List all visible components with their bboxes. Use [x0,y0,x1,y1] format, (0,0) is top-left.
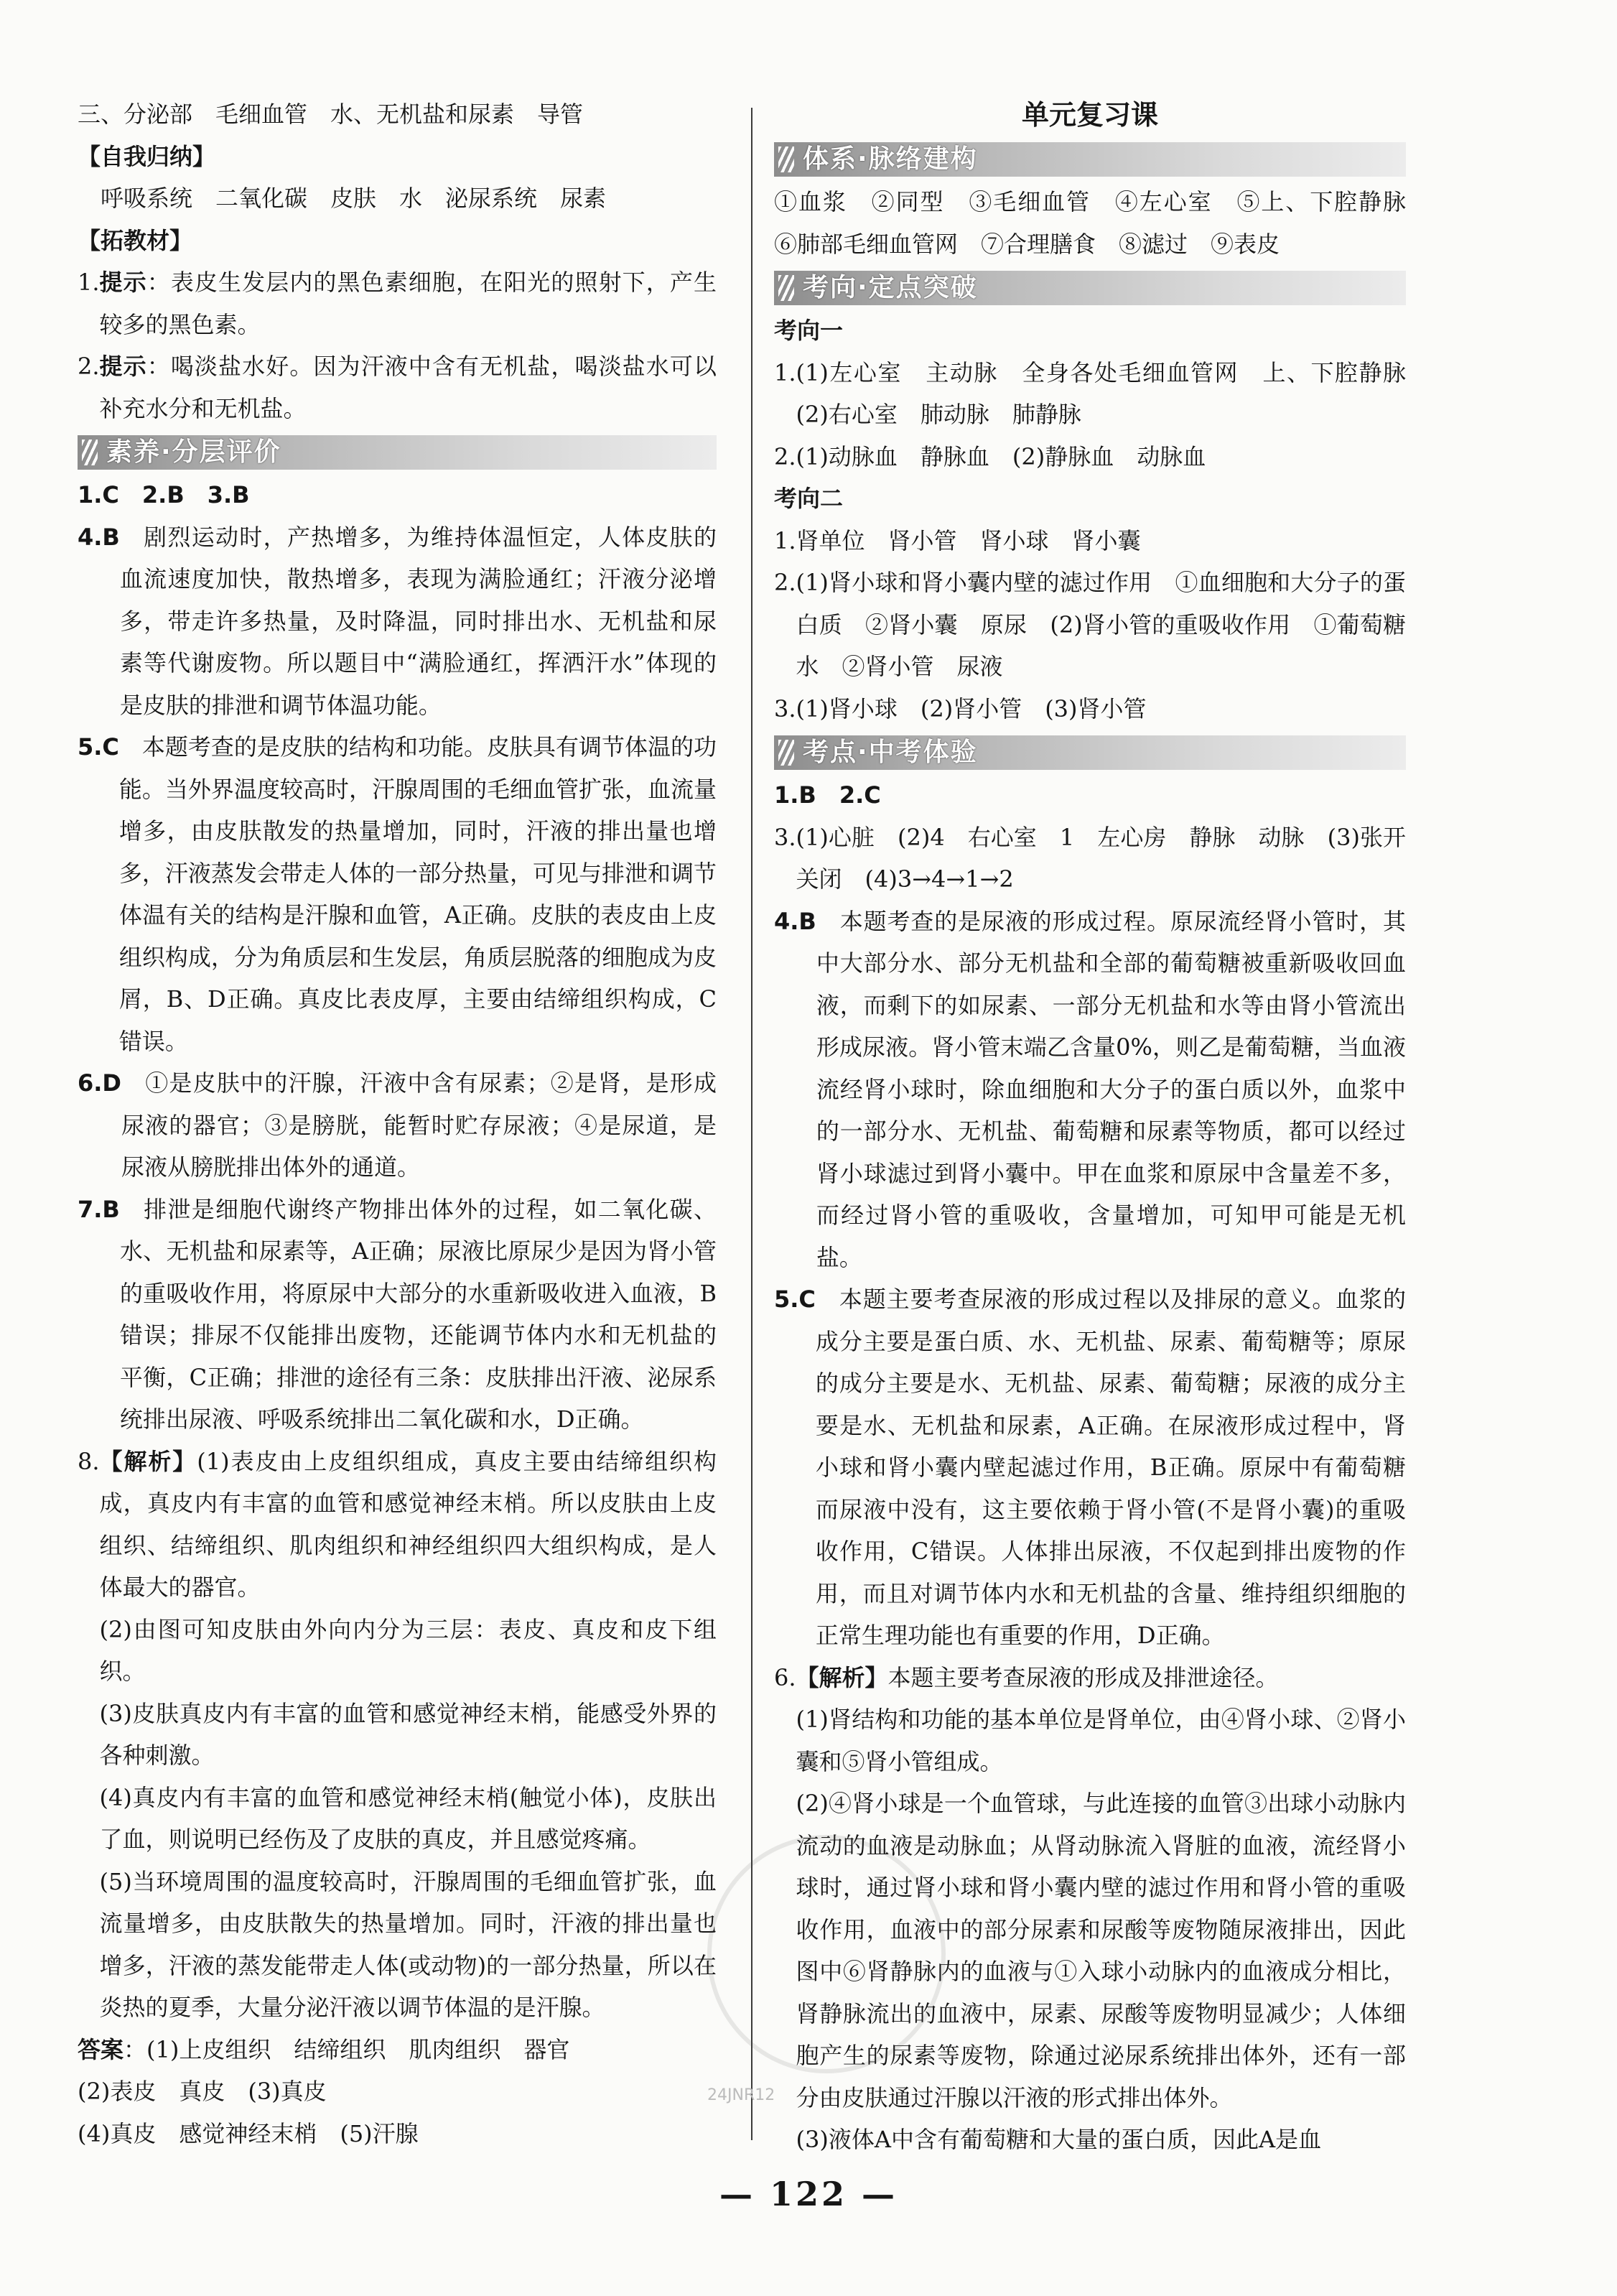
topic-label-1: 考向一 [774,317,844,344]
analysis-part-2: (2)由图可知皮肤由外向内分为三层：表皮、真皮和皮下组织。 [99,1615,717,1685]
section-banner: 考点·中考体验 [774,735,1406,770]
topic2-item-2: 2. (1)肾小球和肾小囊内壁的滤过作用 ①血细胞和大分子的蛋白质 ②肾小囊 原尿 (2)肾小管的重吸收作用 ①葡萄糖 水 ②肾小管 尿液 [774,569,1430,680]
exam-question-4: 4.B 本题考查的是尿液的形成过程。原尿流经肾小管时，其中大部分水、部分无机盐和全部的葡萄糖被重新吸收回血液，而剩下的如尿素、一部分无机盐和水等由肾小管流出形成尿液。肾小管末端乙含量0%，则乙是葡萄糖，当血液流经肾小球时，除血细胞和大分子的蛋白质以外，血浆中的一部分水、无机盐、葡萄糖和尿素等物质，都可以经过肾小球滤过到肾小囊中。甲在血浆和原尿中含量差不多，而经过肾小管的重吸收，含量增加，可知甲可能是无机盐。 [774,907,1406,1271]
question-4 [78,516,717,727]
analysis-part-4: (4)真皮内有丰富的血管和感觉神经末梢(触觉小体)，皮肤出了血，则说明已经伤及了皮肤的真皮，并且感觉疼痛。 [99,1783,717,1853]
answer-line: 三、分泌部 毛细血管 水、无机盐和尿素 导管 [78,101,584,128]
answer-label: 答案 [78,2035,124,2063]
section-banner: 素养·分层评价 [78,435,717,470]
item-number: 6.D [78,1069,121,1097]
analysis-label: 【解析】 [796,1663,888,1691]
exam-question-5: 5.C 本题主要考查尿液的形成过程以及排尿的意义。血浆的成分主要是蛋白质、水、无机盐、尿素、葡萄糖等；原尿的成分主要是水、无机盐、尿素、葡萄糖；尿液的成分主要是水、无机盐和尿素，A正确。在尿液形成过程中，肾小球和肾小囊内壁起滤过作用，B正确。原尿中有葡萄糖而尿液中没有，这主要依赖于肾小管(不是肾小囊)的重吸收作用，C错误。人体排出尿液，不仅起到排出废物的作用，而且对调节体内水和无机盐的含量、维持组织细胞的正常生理功能也有重要的作用，D正确。 [774,1286,1406,1649]
question-7 [78,1189,717,1441]
hint-text: ：表皮生发层内的黑色素细胞，在阳光的照射下，产生较多的黑色素。 [99,269,717,338]
analysis-part-5: (5)当环境周围的温度较高时，汗腺周围的毛细血管扩张，血流量增多，由皮肤散失的热量增加。同时，汗液的排出量也增多，汗液的蒸发能带走人体(或动物)的一部分热量，所以在炎热的夏季，大量分泌汗液以调节体温的是汗腺。 [99,1867,717,2021]
exam-question-3: 3. (1)心脏 (2)4 右心室 1 左心房 静脉 动脉 (3)张开 关闭 (4)3→4→1→2 [774,823,1430,893]
item-number: 7.B [78,1195,120,1223]
faint-stamp-watermark [707,1835,946,2073]
hint-text: ：喝淡盐水好。因为汗液中含有无机盐，喝淡盐水可以补充水分和无机盐。 [99,353,717,422]
analysis-part-3: (3)液体A中含有葡萄糖和大量的蛋白质，因此A是血 [796,2126,1322,2153]
topic1-item-2: 2. (1)动脉血 静脉血 (2)静脉血 动脉血 [774,442,1206,470]
explanation: ①是皮肤中的汗腺，汗液中含有尿素；②是肾，是形成尿液的器官；③是膀胱，能暂时贮存尿液；④是尿道，是尿液从膀胱排出体外的通道。 [121,1069,717,1181]
topic1-item-1: 1. (1)左心室 主动脉 全身各处毛细血管网 上、下腔静脉 (2)右心室 肺动脉 肺静脉 [774,358,1430,428]
page-number: — 122 — [719,2175,898,2213]
print-code: 24JNR12 [707,2086,775,2104]
section-banner: 考向·定点突破 [774,271,1406,305]
item-number: 4.B [78,523,120,551]
answer-line-2: (2)表皮 真皮 (3)真皮 [78,2078,327,2105]
section-label-extend: 【拓教材】 [78,226,193,254]
analysis-part-1: (1)表皮由上皮组织组成，真皮主要由结缔组织构成，真皮内有丰富的血管和感觉神经末梢。所以皮肤由上皮组织、结缔组织、肌肉组织和神经组织四大组织构成，是人体最大的器官。 [99,1447,717,1601]
section-label-self-summary: 【自我归纳】 [78,142,216,170]
question-8 [78,1441,717,2029]
exam-question-6: 6. 【解析】本题主要考查尿液的形成及排泄途径。 (1)肾结构和功能的基本单位是肾单位，由④肾小球、②肾小囊和⑤肾小管组成。 (2)④肾小球是一个血管球，与此连接的血管③出球小动脉内流动的血液是动脉血；从肾动脉流入肾脏的血液，流经肾小球时，通过肾小球和肾小囊内壁的滤过作用和肾小管的重吸收作用，血液中的部分尿素和尿酸等废物随尿液排出，因此图中⑥肾静脉内的血液与①入球小动脉内的血液成分相比，肾静脉流出的血液中，尿素、尿酸等废物明显减少；人体细胞产生的尿素等废物，除通过泌尿系统排出体外，还有一部分由皮肤通过汗腺以汗液的形式排出体外。 (3)液体A中含有葡萄糖和大量的蛋白质，因此A是血 [774,1657,1406,2161]
exam-answers-1-2: 1.B 2.C [774,781,881,809]
answer-line-3: (4)真皮 感觉神经末梢 (5)汗腺 [78,2119,419,2147]
topic2-item-3: 3. (1)肾小球 (2)肾小管 (3)肾小管 [774,694,1147,722]
explanation: 本题考查的是皮肤的结构和功能。皮肤具有调节体温的功能。当外界温度较高时，汗腺周围的毛细血管扩张，血流量增多，由皮肤散发的热量增加，同时，汗液的排出量也增多，汗液蒸发会带走人体的一部分热量，可见与排泄和调节体温有关的结构是汗腺和血管，A正确。皮肤的表皮由上皮组织构成，分为角质层和生发层，角质层脱落的细胞成为皮屑，B、D正确。真皮比表皮厚，主要由结缔组织构成，C错误。 [118,733,717,1055]
hint-label: 提示 [99,353,147,380]
column-divider [751,108,752,2140]
unit-title: 单元复习课 [1021,99,1158,131]
topic2-item-1: 1. 肾单位 肾小管 肾小球 肾小囊 [774,526,1141,554]
explanation: 排泄是细胞代谢终产物排出体外的过程，如二氧化碳、水、无机盐和尿素等，A正确；尿液比原尿少是因为肾小管的重吸收作用，将原尿中大部分的水重新吸收进入血液，B错误；排尿不仅能排出废物，还能调节体内水和无机盐的平衡，C正确；排泄的途径有三条：皮肤排出汗液、泌尿系统排出尿液、呼吸系统排出二氧化碳和水，D正确。 [119,1195,717,1433]
item-number: 1. [78,269,100,296]
left-column [78,93,717,2155]
question-6 [78,1062,717,1189]
analysis-part-3: (3)皮肤真皮内有丰富的血管和感觉神经末梢，能感受外界的各种刺激。 [99,1699,717,1769]
extend-item-1 [78,261,717,345]
system-answers: ①血浆 ②同型 ③毛细血管 ④左心室 ⑤上、下腔静脉 ⑥肺部毛细血管网 ⑦合理膳食 ⑧滤过 ⑨表皮 [774,188,1430,258]
extend-item-2 [78,345,717,429]
topic-label-2: 考向二 [774,485,844,512]
self-summary-text: 呼吸系统 二氧化碳 皮肤 水 泌尿系统 尿素 [78,185,607,212]
hint-label: 提示 [99,269,147,296]
item-number: 5.C [78,733,119,761]
question-5 [78,726,717,1062]
analysis-part-1: (1)肾结构和功能的基本单位是肾单位，由④肾小球、②肾小囊和⑤肾小管组成。 [796,1706,1406,1775]
item-number: 8. [78,1447,100,1475]
answers-1-3: 1.C 2.B 3.B [78,481,250,508]
analysis-label: 【解析】 [99,1447,197,1475]
analysis-part-2: (2)④肾小球是一个血管球，与此连接的血管③出球小动脉内流动的血液是动脉血；从肾动脉流入肾脏的血液，流经肾小球时，通过肾小球和肾小囊内壁的滤过作用和肾小管的重吸收作用，血液中的部分尿素和尿酸等废物随尿液排出，因此图中⑥肾静脉内的血液与①入球小动脉内的血液成分相比，肾静脉流出的血液中，尿素、尿酸等废物明显减少；人体细胞产生的尿素等废物，除通过泌尿系统排出体外，还有一部分由皮肤通过汗腺以汗液的形式排出体外。 [796,1790,1406,2111]
section-banner: 体系·脉络建构 [774,142,1406,177]
answer-line-1: 答案：(1)上皮组织 结缔组织 肌肉组织 器官 [78,2035,570,2063]
item-number: 2. [78,353,100,380]
explanation: 剧烈运动时，产热增多，为维持体温恒定，人体皮肤的血流速度加快，散热增多，表现为满脸通红；汗液分泌增多，带走许多热量，及时降温，同时排出水、无机盐和尿素等代谢废物。所以题目中“满脸通红，挥洒汗水”体现的是皮肤的排泄和调节体温功能。 [119,523,717,719]
